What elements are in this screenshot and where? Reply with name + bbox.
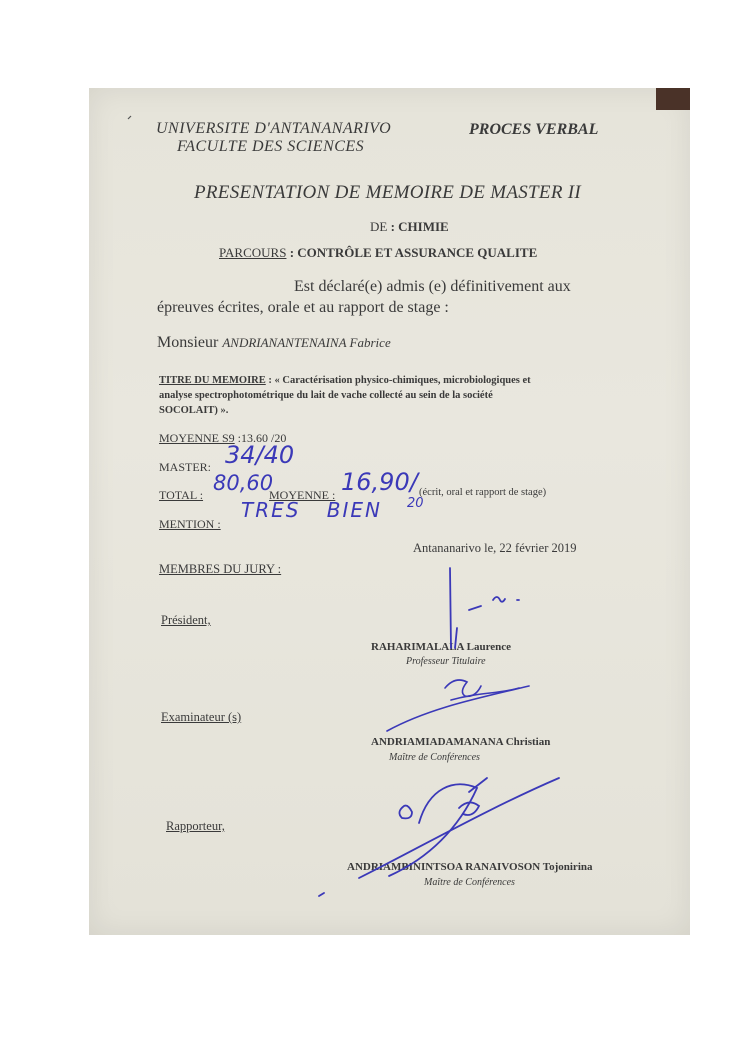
moyenne-s9-value: :13.60 /20 — [237, 431, 287, 445]
moyenne-s9-label: MOYENNE S9 — [159, 431, 235, 445]
signatures-layer — [89, 88, 690, 935]
moyenne-denominator: 20 — [407, 496, 424, 511]
master-value: 34/40 — [225, 441, 295, 469]
parcours-label: PARCOURS — [219, 245, 287, 260]
doc-type: PROCES VERBAL — [469, 121, 599, 138]
thesis-label: TITRE DU MEMOIRE — [159, 375, 266, 386]
margin-tick — [128, 116, 131, 119]
document-page — [89, 88, 690, 935]
thesis-line2: analyse spectrophotométrique du lait de vache collecté au sein de la société — [159, 390, 493, 401]
student-name: ANDRIANANTENAINA Fabrice — [222, 335, 391, 350]
examinateur-signature — [387, 680, 529, 731]
examinateur-title: Maître de Conférences — [389, 752, 480, 763]
place-date: Antananarivo le, 22 février 2019 — [413, 541, 577, 555]
rapporteur-signature — [319, 778, 559, 896]
university-name: UNIVERSITE D'ANTANANARIVO — [156, 120, 392, 137]
moyenne-value: 16,90/ — [341, 468, 418, 496]
department-value: : CHIMIE — [390, 219, 449, 234]
thesis-title-part1: : « Caractérisation physico-chimiques, microbiologiques et — [268, 375, 531, 386]
mention-value: TRES BIEN — [241, 498, 383, 522]
president-title: Professeur Titulaire — [406, 656, 486, 667]
moyenne-label: MOYENNE : — [269, 488, 336, 502]
rapporteur-name: ANDRIAMBININTSOA RANAIVOSON Tojonirina — [347, 861, 593, 873]
master-label: MASTER: — [159, 460, 212, 474]
total-value: 80,60 — [213, 471, 274, 495]
declaration-line2: épreuves écrites, orale et au rapport de stage : — [157, 299, 449, 316]
jury-heading: MEMBRES DU JURY : — [159, 562, 282, 576]
thesis-line3: SOCOLAIT) ». — [159, 405, 229, 416]
declaration-line1: Est déclaré(e) admis (e) définitivement aux — [294, 278, 571, 295]
president-signature — [450, 568, 519, 648]
document-title: PRESENTATION DE MEMOIRE DE MASTER II — [194, 182, 582, 203]
examinateur-name: ANDRIAMIADAMANANA Christian — [371, 736, 551, 748]
president-name: RAHARIMALALA Laurence — [371, 641, 512, 653]
student-salutation: Monsieur — [157, 334, 219, 351]
examinateur-role: Examinateur (s) — [161, 710, 242, 724]
rapporteur-role: Rapporteur, — [166, 819, 225, 833]
mention-label: MENTION : — [159, 517, 221, 531]
department-label: DE — [370, 219, 388, 234]
moyenne-note: (écrit, oral et rapport de stage) — [419, 487, 547, 498]
total-label: TOTAL : — [159, 488, 204, 502]
rapporteur-title: Maître de Conférences — [424, 877, 515, 888]
parcours-value: : CONTRÔLE ET ASSURANCE QUALITE — [289, 245, 538, 260]
president-role: Président, — [161, 613, 211, 627]
faculty-name: FACULTE DES SCIENCES — [177, 138, 365, 155]
